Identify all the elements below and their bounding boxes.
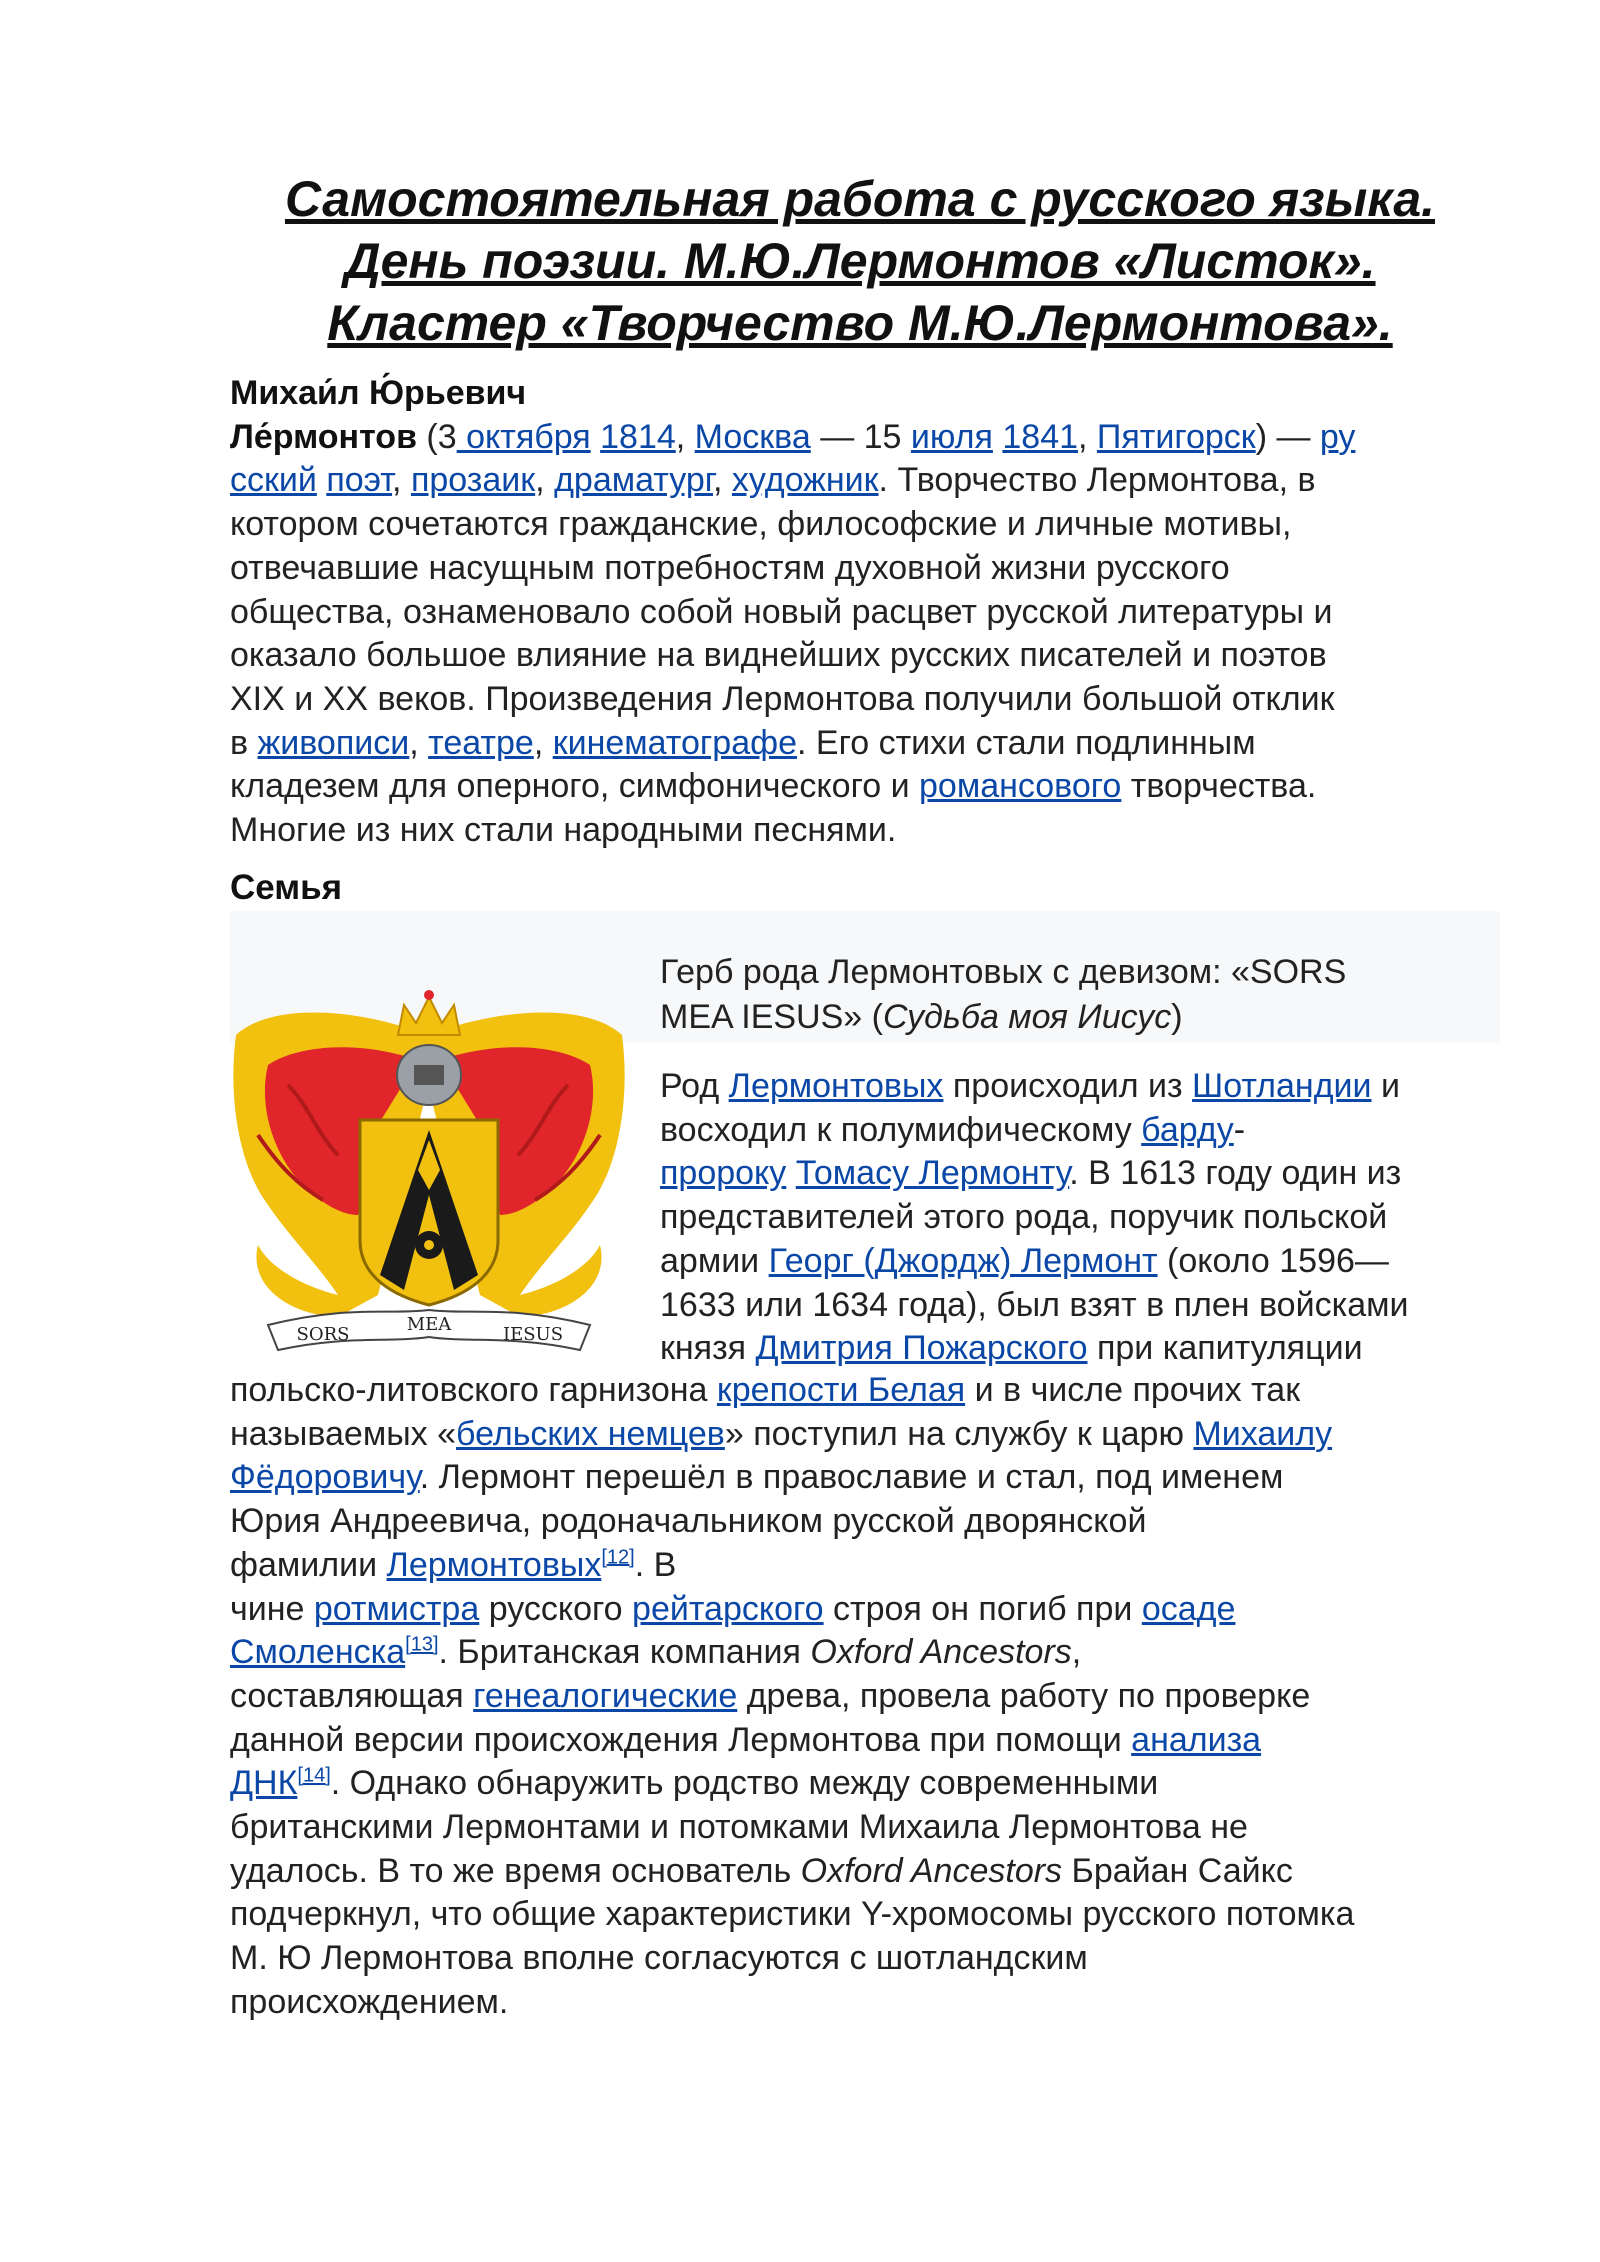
text: . В (634, 1545, 677, 1584)
text: . Британская компания (438, 1633, 811, 1672)
family-line (230, 1631, 1520, 1675)
intro-line: котором сочетаются гражданские, философские и личные мотивы, (230, 505, 1292, 544)
link-july[interactable]: июля (910, 417, 993, 456)
person-name-last: Ле́рмонтов (230, 417, 417, 456)
text: при капитуляции (1087, 1329, 1363, 1368)
family-line: британскими Лермонтами и потомками Михаила Лермонтова не (230, 1808, 1248, 1847)
text: . Лермонт перешёл в православие и стал, под именем (419, 1458, 1284, 1497)
text: — 15 (810, 417, 911, 456)
intro-line: XIX и XX веков. Произведения Лермонтова получили большой отклик (230, 679, 1335, 718)
crest-crown (398, 997, 460, 1035)
link-siege-part1[interactable]: осаде (1141, 1589, 1236, 1628)
text: творчества. (1121, 767, 1317, 806)
link-dna-analysis-part1[interactable]: анализа (1131, 1720, 1262, 1759)
text: . В 1613 году один из (1069, 1154, 1402, 1193)
text: восходил к полумифическому (660, 1110, 1142, 1149)
link-dna-analysis-part2[interactable]: ДНК (230, 1764, 298, 1803)
link-russian-part1[interactable]: ру (1319, 417, 1356, 456)
link-moscow[interactable]: Москва (694, 417, 811, 456)
link-dramaturg[interactable]: драматург (554, 461, 714, 500)
family-line: подчеркнул, что общие характеристики Y-хромосомы русского потомка (230, 1895, 1355, 1934)
text: и (1371, 1067, 1400, 1105)
text: (около 1596— (1157, 1241, 1389, 1280)
intro-line: сский поэт, прозаик, драматург, художник. Творчество Лермонтова, в (230, 461, 1316, 500)
text: данной версии происхождения Лермонтова при помощи (230, 1720, 1132, 1759)
crest-motto-left: SORS (296, 1324, 350, 1345)
text: происходил из (943, 1067, 1193, 1105)
caption-line (660, 995, 1500, 1040)
text: (3 (416, 417, 457, 456)
document-title (200, 168, 1520, 354)
family-line (660, 1109, 1520, 1153)
link-romance[interactable]: романсового (919, 767, 1122, 806)
link-1814[interactable]: 1814 (600, 417, 676, 456)
text: и в числе прочих так (965, 1371, 1301, 1409)
intro-line (230, 372, 1520, 416)
link-george-learmonth[interactable]: Георг (Джордж) Лермонт (768, 1241, 1158, 1280)
text: » поступил на службу к царю (724, 1414, 1194, 1453)
link-painting[interactable]: живописи (257, 723, 410, 762)
link-theatre[interactable]: театре (428, 723, 534, 762)
link-russian-part2[interactable]: сский (230, 461, 317, 500)
text: составляющая (230, 1676, 474, 1715)
text: MEA IESUS» ( (660, 998, 883, 1036)
link-bard[interactable]: барду (1141, 1110, 1234, 1149)
link-october[interactable]: октября (456, 417, 591, 456)
text: русского (479, 1589, 633, 1628)
link-belsk-germans[interactable]: бельских немцев (456, 1414, 725, 1453)
crest-motto-right: IESUS (502, 1324, 564, 1345)
link-prozaik[interactable]: прозаик (410, 461, 536, 500)
section-heading-family: Семья (230, 868, 343, 907)
text: в (230, 723, 258, 762)
family-line: происхождением. (230, 1982, 509, 2021)
footnote-13[interactable]: [13] (405, 1633, 439, 1656)
link-1841[interactable]: 1841 (1002, 417, 1079, 456)
text: чине (230, 1589, 314, 1628)
caption-line: Герб рода Лермонтовых с девизом: «SORS (660, 953, 1347, 991)
text: - (1233, 1110, 1246, 1149)
text: князя (660, 1329, 756, 1368)
link-poet[interactable]: поэт (326, 461, 393, 500)
company-name: Oxford Ancestors (800, 1851, 1063, 1890)
text: ) (1171, 998, 1183, 1036)
text: фамилии (230, 1545, 387, 1584)
family-line (230, 1850, 1520, 1894)
text: строя он погиб при (823, 1589, 1142, 1628)
footnote-14[interactable]: [14] (297, 1765, 331, 1787)
intro-paragraph (230, 372, 1520, 853)
link-mikhail-fedorovich-part2[interactable]: Фёдоровичу (230, 1458, 420, 1497)
family-line: представителей этого рода, поручик польской (660, 1198, 1388, 1237)
link-cinema[interactable]: кинематографе (552, 723, 798, 762)
family-line (230, 1369, 1520, 1413)
family-line (230, 1762, 1520, 1806)
lermontov-coat-of-arms-image (228, 965, 630, 1365)
text: . Творчество Лермонтова, в (878, 461, 1316, 500)
link-thomas-learmonth[interactable]: Томасу Лермонту (795, 1154, 1070, 1193)
text: кладезем для оперного, симфонического и (230, 767, 920, 806)
text: древа, провела работу по проверке (737, 1676, 1311, 1715)
family-line (660, 1240, 1520, 1284)
family-line (660, 1327, 1520, 1371)
text: называемых « (230, 1414, 456, 1453)
family-paragraph-continued (230, 1369, 1520, 2025)
footnote-12[interactable]: [12] (601, 1546, 635, 1569)
link-siege-part2[interactable]: Смоленска (230, 1633, 406, 1672)
crest-motto-mid: MEA (406, 1314, 452, 1335)
link-reitar[interactable]: рейтарского (632, 1589, 824, 1628)
title-line-2: День поэзии. М.Ю.Лермонтов «Листок». (344, 233, 1376, 289)
family-line (230, 1544, 1520, 1588)
caption-italic: Судьба моя Иисус (882, 998, 1172, 1036)
text: удалось. В то же время основатель (230, 1851, 801, 1890)
text: . Его стихи стали подлинным (797, 723, 1256, 762)
intro-line: Ле́рмонтов (3 октября 1814, Москва — 15 июля 1841, Пятигорск) — ру (230, 417, 1356, 456)
text: . Однако обнаружить родство между современными (330, 1764, 1159, 1803)
text: ) — (1255, 417, 1320, 456)
family-line: 1633 или 1634 года), был взят в плен войсками (660, 1285, 1409, 1324)
link-prophet[interactable]: пророку (660, 1154, 787, 1193)
link-artist[interactable]: художник (731, 461, 879, 500)
title-line-3: Кластер «Творчество М.Ю.Лермонтова». (327, 295, 1393, 351)
link-lermontovs[interactable]: Лермонтовых (728, 1067, 944, 1105)
link-lermontovs-family[interactable]: Лермонтовых (386, 1545, 602, 1584)
intro-line: Многие из них стали народными песнями. (230, 811, 897, 850)
family-line (660, 1065, 1520, 1109)
text: армии (660, 1241, 769, 1280)
intro-line: общества, ознаменовало собой новый расцвет русской литературы и (230, 592, 1333, 631)
figure-caption (660, 950, 1500, 1040)
family-line: М. Ю Лермонтова вполне согласуются с шотландским (230, 1939, 1088, 1978)
link-fortress-belaya[interactable]: крепости Белая (716, 1371, 966, 1409)
intro-line: отвечавшие насущным потребностям духовной жизни русского (230, 548, 1230, 587)
company-name: Oxford Ancestors (810, 1633, 1072, 1672)
text: Брайан Сайкс (1062, 1851, 1293, 1890)
intro-line: оказало большое влияние на виднейших русских писателей и поэтов (230, 636, 1327, 675)
family-line: Юрия Андреевича, родоначальником русской дворянской (230, 1502, 1147, 1541)
family-paragraph-wrapped (660, 1065, 1520, 1371)
intro-line: в живописи, театре, кинематографе. Его стихи стали подлинным (230, 723, 1256, 762)
link-genealogical[interactable]: генеалогические (473, 1676, 738, 1715)
family-line (230, 1456, 1520, 1500)
link-mikhail-fedorovich-part1[interactable]: Михаилу (1193, 1414, 1333, 1453)
text: польско-литовского гарнизона (230, 1371, 717, 1409)
link-scotland[interactable]: Шотландии (1192, 1067, 1372, 1105)
text: Род (660, 1067, 729, 1105)
family-line (230, 1588, 1520, 1632)
family-line (660, 1152, 1520, 1196)
title-line-1: Самостоятельная работа с русского языка. (284, 171, 1436, 227)
link-rotmistr[interactable]: ротмистра (313, 1589, 480, 1628)
family-line (230, 1675, 1520, 1719)
person-name-first: Михаи́л Ю́рьевич (230, 374, 527, 412)
family-line (230, 1719, 1520, 1763)
text: , (1071, 1633, 1082, 1672)
link-pozharsky[interactable]: Дмитрия Пожарского (755, 1329, 1088, 1368)
link-pyatigorsk[interactable]: Пятигорск (1096, 417, 1256, 456)
family-line (230, 1413, 1520, 1457)
intro-line (230, 765, 1520, 809)
